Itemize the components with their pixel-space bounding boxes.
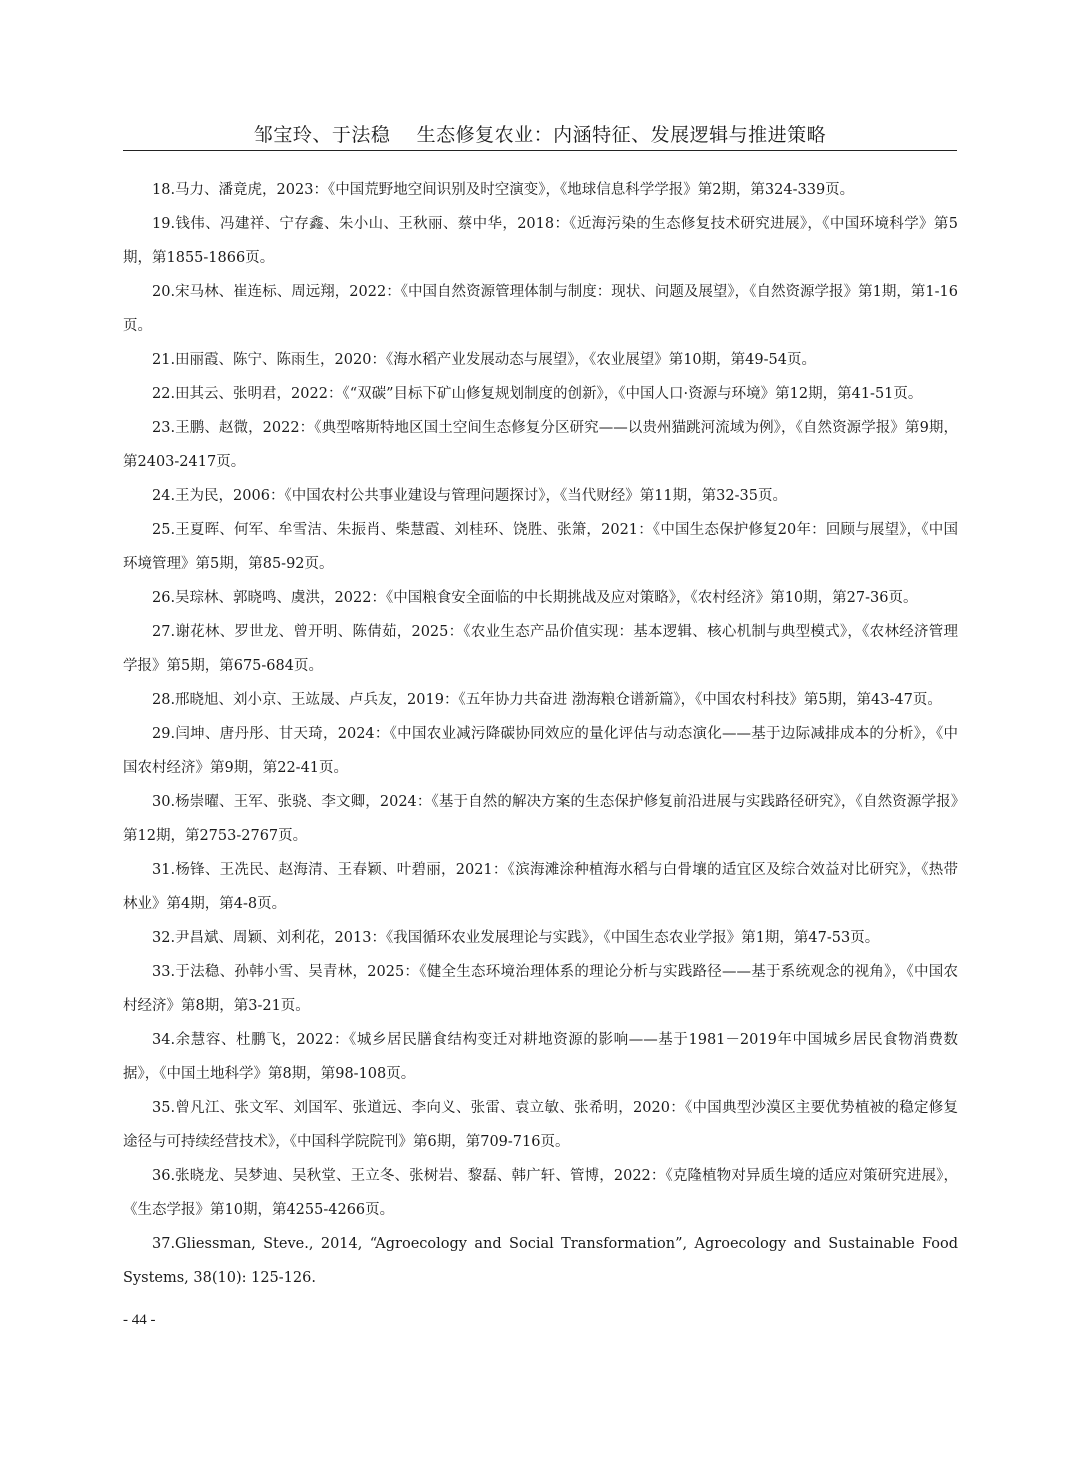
reference-list — [123, 173, 958, 1295]
reference-item: 26.吴琮林、郭晓鸣、虞洪，2022：《中国粮食安全面临的中长期挑战及应对策略》，《农村经济》第10期，第27-36页。 — [152, 590, 918, 606]
reference-item: 23.王鹏、赵微，2022：《典型喀斯特地区国土空间生态修复分区研究——以贵州猫跳河流域为例》，《自然资源学报》第9期，第2403-2417页。 — [123, 420, 958, 470]
running-header — [123, 122, 957, 151]
reference-item: 22.田其云、张明君，2022：《“双碳”目标下矿山修复规划制度的创新》，《中国人口·资源与环境》第12期，第41-51页。 — [152, 386, 923, 402]
header-title: 邹宝玲、于法稳 生态修复农业：内涵特征、发展逻辑与推进策略 — [253, 124, 827, 146]
reference-item: 37.Gliessman, Steve., 2014, “Agroecology and Social Transformation”, Agroecology and Sustainable Food Systems, 38(10): 125-126. — [123, 1236, 958, 1286]
reference-item: 25.王夏晖、何军、牟雪洁、朱振肖、柴慧霞、刘桂环、饶胜、张箫，2021：《中国生态保护修复20年：回顾与展望》，《中国环境管理》第5期，第85-92页。 — [123, 522, 958, 572]
reference-item: 20.宋马林、崔连标、周远翔，2022：《中国自然资源管理体制与制度：现状、问题及展望》，《自然资源学报》第1期，第1-16页。 — [123, 284, 958, 334]
reference-item: 33.于法稳、孙韩小雪、吴青林，2025：《健全生态环境治理体系的理论分析与实践路径——基于系统观念的视角》，《中国农村经济》第8期，第3-21页。 — [123, 964, 958, 1014]
reference-item: 36.张晓龙、吴梦迪、吴秋堂、王立冬、张树岩、黎磊、韩广轩、管博，2022：《克隆植物对异质生境的适应对策研究进展》，《生态学报》第10期，第4255-4266页。 — [123, 1168, 958, 1218]
reference-item: 35.曾凡江、张文军、刘国军、张道远、李向义、张雷、袁立敏、张希明，2020：《中国典型沙漠区主要优势植被的稳定修复途径与可持续经营技术》，《中国科学院院刊》第6期，第709-716页。 — [123, 1100, 958, 1150]
reference-item: 19.钱伟、冯建祥、宁存鑫、朱小山、王秋丽、蔡中华，2018：《近海污染的生态修复技术研究进展》，《中国环境科学》第5期，第1855-1866页。 — [123, 216, 958, 266]
reference-item: 18.马力、潘竟虎，2023：《中国荒野地空间识别及时空演变》，《地球信息科学学报》第2期，第324-339页。 — [152, 182, 855, 198]
reference-item: 31.杨锋、王冼民、赵海清、王春颖、叶碧丽，2021：《滨海滩涂种植海水稻与白骨壤的适宜区及综合效益对比研究》，《热带林业》第4期，第4-8页。 — [123, 862, 958, 912]
reference-item: 27.谢花林、罗世龙、曾开明、陈倩茹，2025：《农业生态产品价值实现：基本逻辑、核心机制与典型模式》，《农林经济管理学报》第5期，第675-684页。 — [123, 624, 958, 674]
reference-item: 32.尹昌斌、周颖、刘利花，2013：《我国循环农业发展理论与实践》，《中国生态农业学报》第1期，第47-53页。 — [152, 930, 880, 946]
reference-item: 28.邢晓旭、刘小京、王竑晟、卢兵友，2019：《五年协力共奋进 渤海粮仓谱新篇》，《中国农村科技》第5期，第43-47页。 — [152, 692, 942, 708]
reference-item: 21.田丽霞、陈宁、陈雨生，2020：《海水稻产业发展动态与展望》，《农业展望》第10期，第49-54页。 — [152, 352, 816, 368]
reference-item: 34.余慧容、杜鹏飞，2022：《城乡居民膳食结构变迁对耕地资源的影响——基于1981－2019年中国城乡居民食物消费数据》，《中国土地科学》第8期，第98-108页。 — [123, 1032, 958, 1082]
reference-item: 24.王为民，2006：《中国农村公共事业建设与管理问题探讨》，《当代财经》第11期，第32-35页。 — [152, 488, 787, 504]
page-number: - 44 - — [123, 1312, 156, 1328]
reference-item: 29.闫坤、唐丹彤、甘天琦，2024：《中国农业减污降碳协同效应的量化评估与动态演化——基于边际减排成本的分析》，《中国农村经济》第9期，第22-41页。 — [123, 726, 958, 776]
reference-item: 30.杨崇曜、王军、张骁、李文卿，2024：《基于自然的解决方案的生态保护修复前沿进展与实践路径研究》，《自然资源学报》第12期，第2753-2767页。 — [123, 794, 958, 844]
